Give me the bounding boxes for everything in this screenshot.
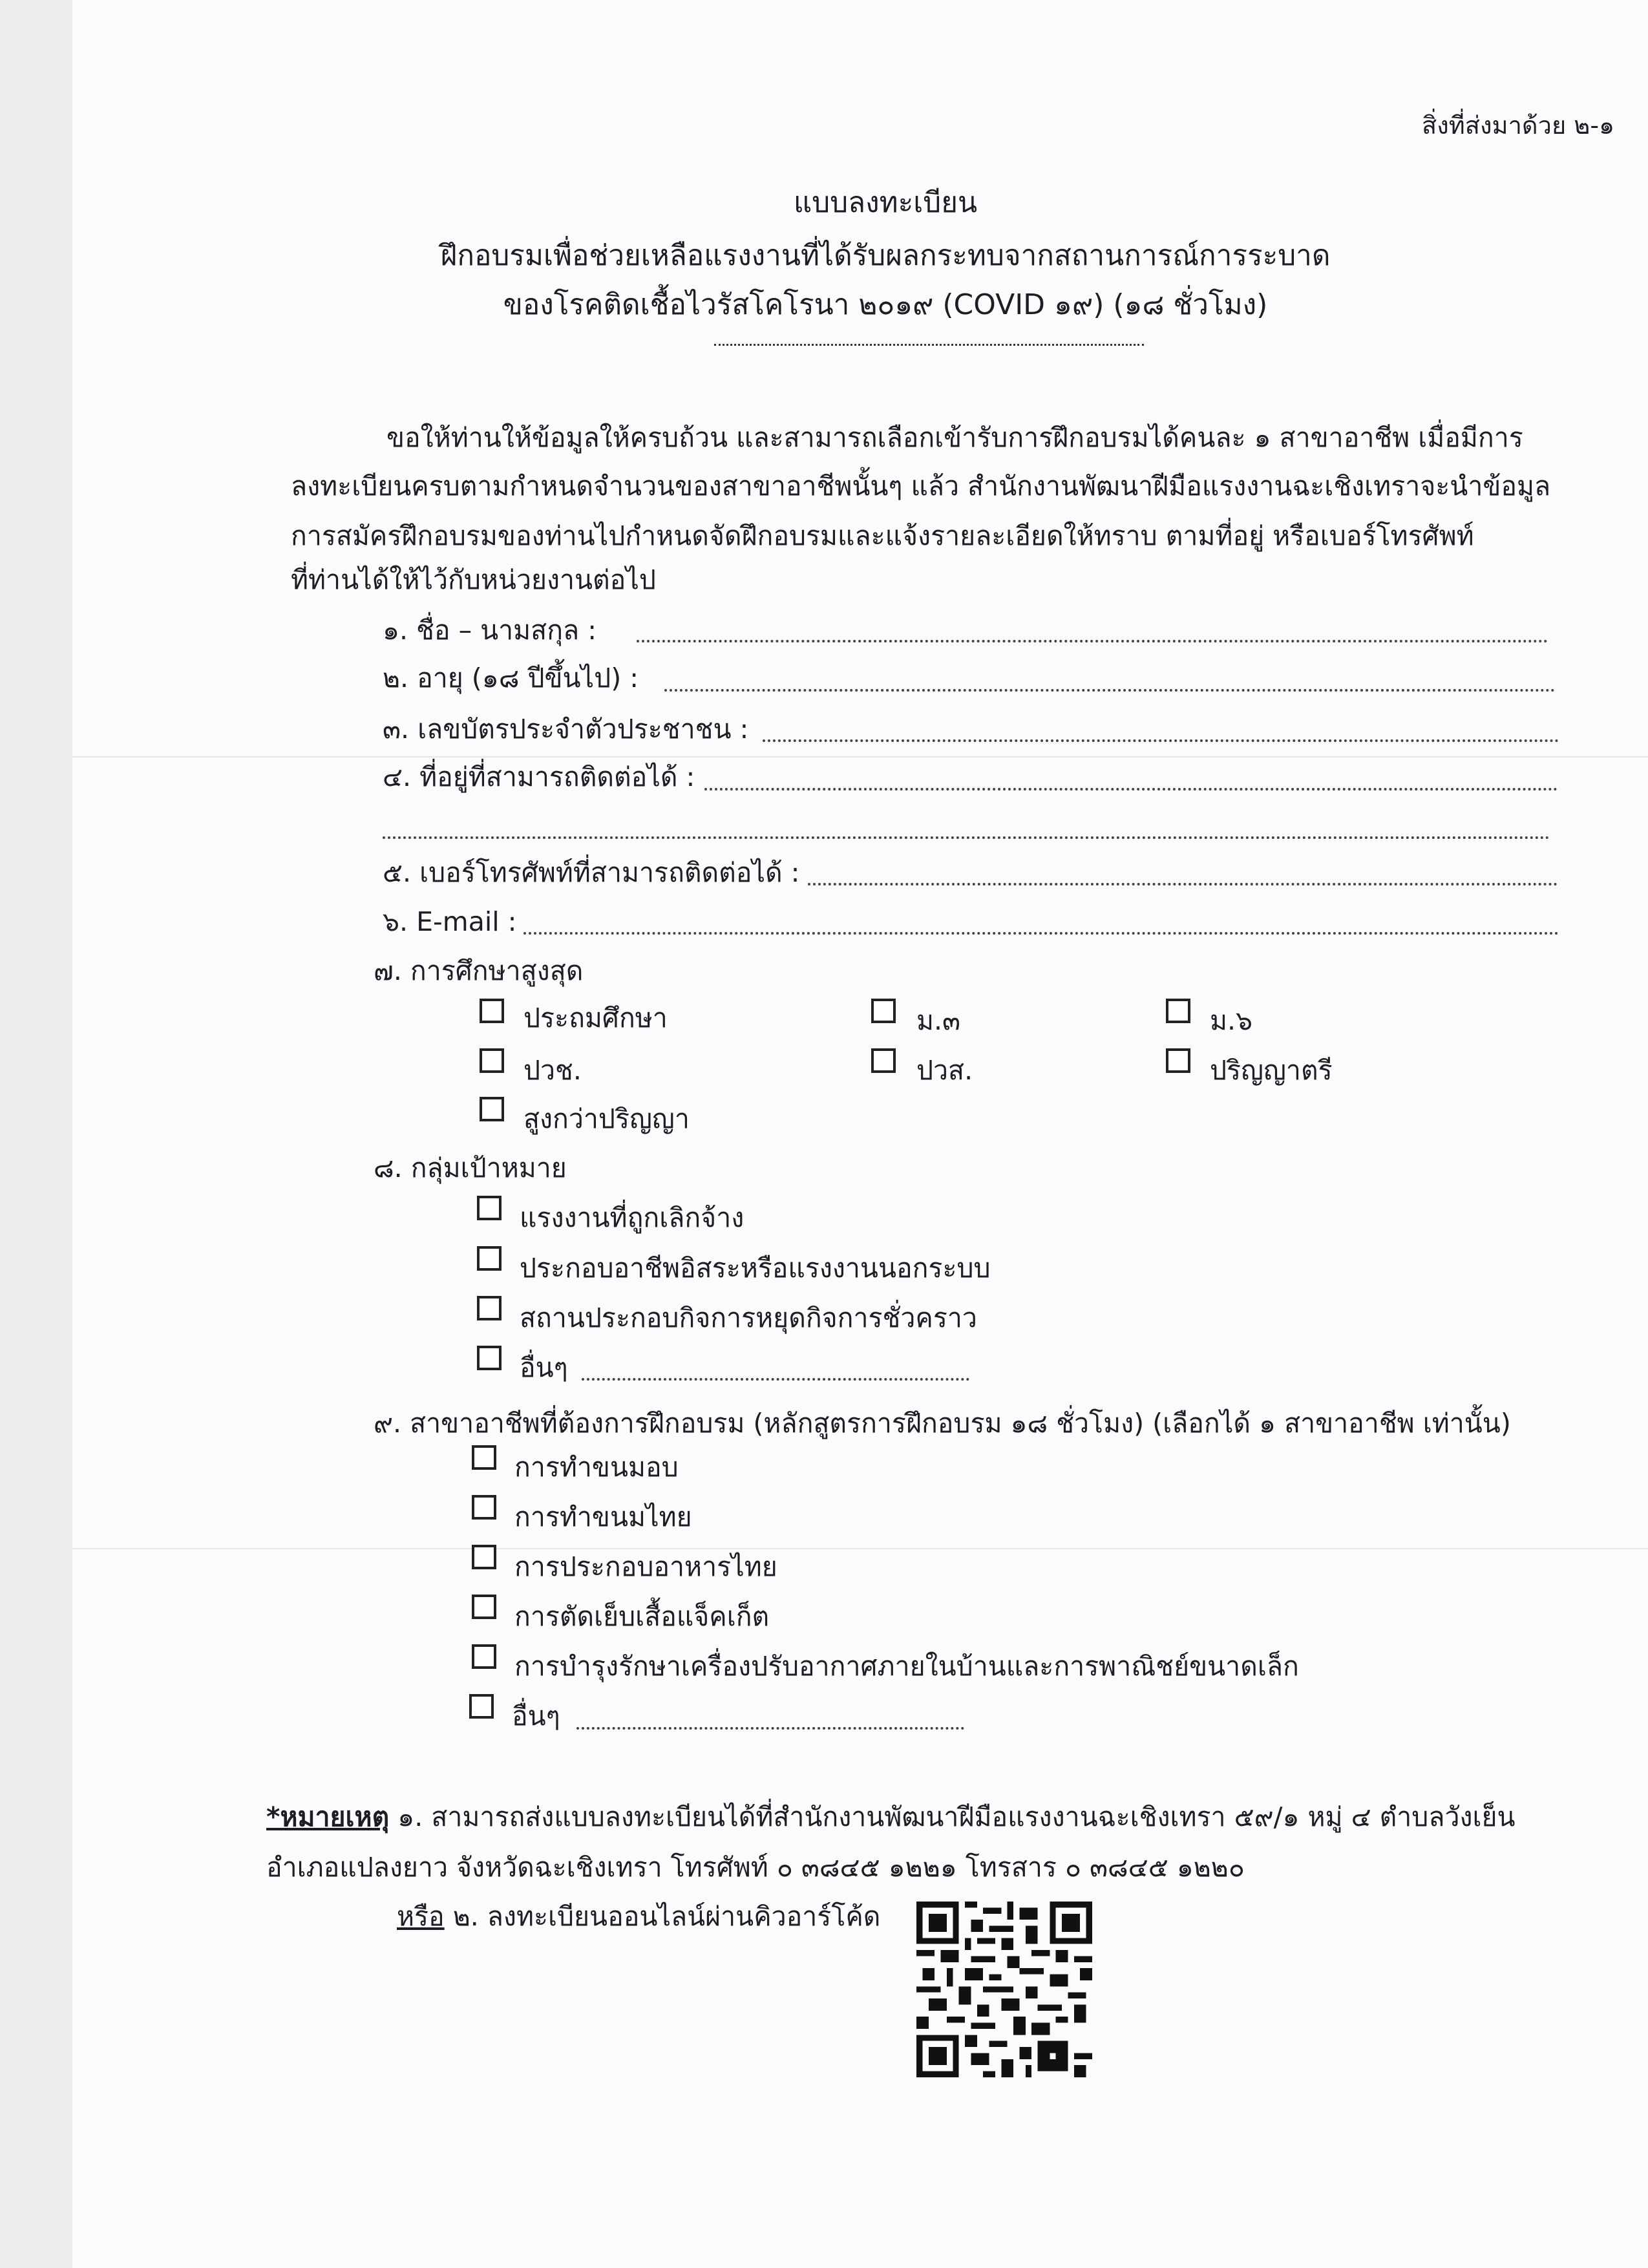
address-input-line-1[interactable] bbox=[704, 788, 1558, 790]
age-label: ๒. อายุ (๑๘ ปีขึ้นไป) : bbox=[383, 662, 639, 694]
qr-code-icon[interactable] bbox=[916, 1902, 1092, 2077]
option-bakery: การทำขนมอบ bbox=[514, 1452, 679, 1483]
note-line-1 bbox=[266, 1796, 1516, 1838]
email-label: ๖. E-mail : bbox=[383, 906, 517, 937]
occupation-other-input-line[interactable] bbox=[576, 1727, 964, 1730]
checkbox-thai-cooking[interactable] bbox=[472, 1545, 496, 1569]
checkbox-high-vocational[interactable] bbox=[871, 1048, 896, 1073]
checkbox-bachelor[interactable] bbox=[1166, 1048, 1190, 1073]
intro-line-4: ที่ท่านได้ให้ไว้กับหน่วยงานต่อไป bbox=[291, 564, 656, 595]
intro-line-3: การสมัครฝึกอบรมของท่านไปกำหนดจัดฝึกอบรมและแจ้งรายละเอียดให้ทราบ ตามที่อยู่ หรือเบอร์โทรศัพท์ bbox=[291, 520, 1474, 551]
title-divider bbox=[714, 344, 1144, 346]
option-m3: ม.๓ bbox=[916, 1005, 961, 1036]
or-label: หรือ bbox=[397, 1901, 445, 1932]
option-business-suspended: สถานประกอบกิจการหยุดกิจการชั่วคราว bbox=[520, 1302, 977, 1333]
email-input-line[interactable] bbox=[523, 932, 1559, 935]
checkbox-target-other[interactable] bbox=[477, 1346, 502, 1370]
name-label: ๑. ชื่อ – นามสกุล : bbox=[383, 615, 597, 646]
checkbox-bakery[interactable] bbox=[472, 1445, 496, 1470]
id-card-input-line[interactable] bbox=[763, 739, 1559, 742]
checkbox-jacket-sewing[interactable] bbox=[472, 1595, 496, 1619]
option-laid-off: แรงงานที่ถูกเลิกจ้าง bbox=[520, 1202, 745, 1233]
note-line-3 bbox=[397, 1896, 880, 1938]
note-label: *หมายเหตุ bbox=[266, 1801, 390, 1832]
occupation-label: ๙. สาขาอาชีพที่ต้องการฝึกอบรม (หลักสูตรการฝึกอบรม ๑๘ ชั่วโมง) (เลือกได้ ๑ สาขาอาชีพ เท่านั้น) bbox=[374, 1408, 1511, 1439]
target-group-label: ๘. กลุ่มเป้าหมาย bbox=[374, 1152, 567, 1183]
paper-fold-line bbox=[72, 1548, 1648, 1549]
note-text-1: ๑. สามารถส่งแบบลงทะเบียนได้ที่สำนักงานพัฒนาฝีมือแรงงานฉะเชิงเทรา ๕๙/๑ หมู่ ๔ ตำบลวังเย็น bbox=[389, 1801, 1516, 1832]
id-card-label: ๓. เลขบัตรประจำตัวประชาชน : bbox=[383, 714, 749, 745]
attachment-reference: สิ่งที่ส่งมาด้วย ๒-๑ bbox=[1422, 111, 1615, 140]
target-other-input-line[interactable] bbox=[582, 1378, 969, 1381]
phone-input-line[interactable] bbox=[808, 883, 1558, 885]
name-input-line[interactable] bbox=[637, 640, 1548, 642]
age-input-line[interactable] bbox=[664, 689, 1555, 692]
option-air-conditioner: การบำรุงรักษาเครื่องปรับอากาศภายในบ้านและการพาณิชย์ขนาดเล็ก bbox=[514, 1651, 1299, 1682]
option-vocational-cert: ปวช. bbox=[523, 1055, 582, 1086]
note-line-2: อำเภอแปลงยาว จังหวัดฉะเชิงเทรา โทรศัพท์ ๐ ๓๘๔๕ ๑๒๒๑ โทรสาร ๐ ๓๘๔๕ ๑๒๒๐ bbox=[266, 1852, 1245, 1883]
option-occupation-other: อื่นๆ bbox=[512, 1701, 560, 1732]
checkbox-vocational-cert[interactable] bbox=[480, 1048, 504, 1073]
checkbox-thai-dessert[interactable] bbox=[472, 1495, 496, 1520]
option-primary: ประถมศึกษา bbox=[523, 1002, 668, 1033]
option-m6: ม.๖ bbox=[1210, 1005, 1253, 1036]
checkbox-air-conditioner[interactable] bbox=[472, 1644, 496, 1669]
address-input-line-2[interactable] bbox=[383, 836, 1550, 839]
education-label: ๗. การศึกษาสูงสุด bbox=[374, 955, 584, 986]
option-thai-dessert: การทำขนมไทย bbox=[514, 1501, 692, 1532]
checkbox-m3[interactable] bbox=[871, 999, 896, 1023]
intro-line-1: ขอให้ท่านให้ข้อมูลให้ครบถ้วน และสามารถเลือกเข้ารับการฝึกอบรมได้คนละ ๑ สาขาอาชีพ เมื่อมีการ bbox=[386, 422, 1523, 453]
option-high-vocational: ปวส. bbox=[916, 1055, 973, 1086]
phone-label: ๕. เบอร์โทรศัพท์ที่สามารถติดต่อได้ : bbox=[383, 857, 800, 888]
paper-fold-line bbox=[72, 756, 1648, 758]
option-self-employed: ประกอบอาชีพอิสระหรือแรงงานนอกระบบ bbox=[520, 1253, 991, 1284]
form-title: แบบลงทะเบียน bbox=[793, 186, 978, 219]
option-thai-cooking: การประกอบอาหารไทย bbox=[514, 1551, 777, 1582]
checkbox-self-employed[interactable] bbox=[477, 1246, 502, 1271]
intro-line-2: ลงทะเบียนครบตามกำหนดจำนวนของสาขาอาชีพนั้นๆ แล้ว สำนักงานพัฒนาฝีมือแรงงานฉะเชิงเทราจะนำข้อมูล bbox=[291, 471, 1551, 502]
option-above-bachelor: สูงกว่าปริญญา bbox=[523, 1103, 690, 1134]
note-text-3: ๒. ลงทะเบียนออนไลน์ผ่านคิวอาร์โค้ด bbox=[444, 1901, 881, 1932]
checkbox-business-suspended[interactable] bbox=[477, 1296, 502, 1320]
option-bachelor: ปริญญาตรี bbox=[1210, 1055, 1333, 1086]
option-jacket-sewing: การตัดเย็บเสื้อแจ็คเก็ต bbox=[514, 1601, 770, 1632]
form-subtitle-2: ของโรคติดเชื้อไวรัสโคโรนา ๒๐๑๙ (COVID ๑๙) (๑๘ ชั่วโมง) bbox=[503, 288, 1268, 321]
checkbox-laid-off[interactable] bbox=[477, 1196, 502, 1220]
checkbox-m6[interactable] bbox=[1166, 999, 1190, 1023]
option-target-other: อื่นๆ bbox=[520, 1352, 568, 1383]
form-subtitle-1: ฝึกอบรมเพื่อช่วยเหลือแรงงานที่ได้รับผลกระทบจากสถานการณ์การระบาด bbox=[440, 239, 1331, 272]
checkbox-occupation-other[interactable] bbox=[469, 1694, 494, 1719]
checkbox-primary[interactable] bbox=[480, 999, 504, 1023]
scan-margin-shadow bbox=[0, 0, 72, 2268]
checkbox-above-bachelor[interactable] bbox=[480, 1097, 504, 1121]
address-label: ๔. ที่อยู่ที่สามารถติดต่อได้ : bbox=[383, 761, 695, 792]
